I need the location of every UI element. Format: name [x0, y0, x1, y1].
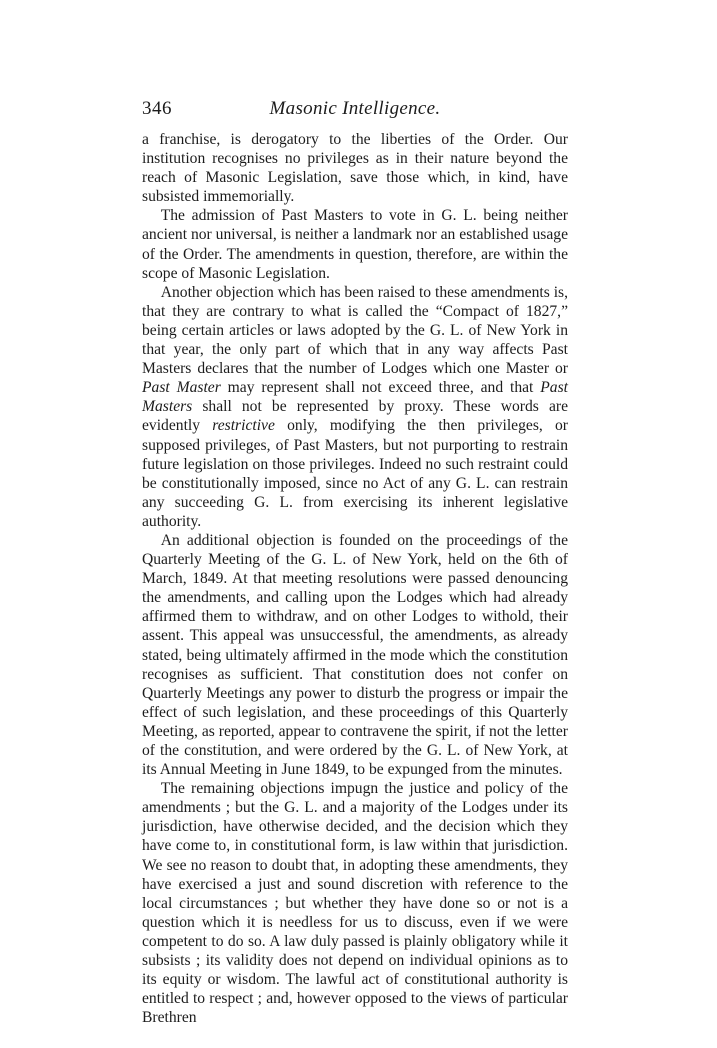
running-title: Masonic Intelligence.: [269, 98, 441, 119]
paragraph-text: The remaining objections impugn the justice and policy of the amendments ; but the G. L. and a majority of the Lodges under its jurisdiction, have otherwise decided, and the decision which they have come to, in constitutional form, is law within that jurisdiction. We see no reason to doubt that, in adopting these amendments, they have exercised a just and sound discretion with reference to the local circumstances ; but whether they have done so or not is a question which it is needless for us to discuss, even if we were competent to do so. A law duly passed is plainly obligatory while it subsists ; its validity does not depend on individual opinions as to its equity or wisdom. The lawful act of constitutional authority is entitled to respect ; and, however opposed to the views of particular Brethren: [142, 780, 568, 1027]
paragraph-text: An additional objection is founded on the proceedings of the Quarterly Meeting of the G. L. of New York, held on the 6th of March, 1849. At that meeting resolutions were passed denouncing the amendments, and calling upon the Lodges which had already affirmed them to withdraw, and on other Lodges to withold, their assent. This appeal was unsuccessful, the amendments, as already stated, being ultimately affirmed in the mode which the constitution recognises as sufficient. That constitution does not confer on Quarterly Meetings any power to disturb the progress or impair the effect of such legislation, and these proceedings of this Quarterly Meeting, as reported, appear to contravene the spirit, if not the letter of the constitution, and were ordered by the G. L. of New York, at its Annual Meeting in June 1849, to be expunged from the minutes.: [142, 531, 568, 779]
paragraph: [142, 779, 568, 1027]
paragraph-text: only, modifying the then privileges, or supposed privileges, of Past Masters, but not purporting to restrain future legislation on those privileges. Indeed no such restraint could be constitutionally imposed, since no Act of any G. L. can restrain any succeeding G. L. from exercising its inherent legislative authority.: [142, 417, 568, 530]
italic-text: restrictive: [212, 417, 275, 435]
paragraph-text: may represent shall not exceed three, and that: [220, 379, 541, 397]
italic-text: Past Masters: [142, 379, 568, 416]
page-number: 346: [142, 98, 172, 119]
paragraph: [142, 130, 568, 206]
paragraph: [142, 531, 568, 779]
paragraph-text: The admission of Past Masters to vote in G. L. being neither ancient nor universal, is neither a landmark nor an established usage of the Order. The amendments in question, therefore, are within the scope of Masonic Legislation.: [142, 207, 568, 282]
italic-text: Past Master: [142, 379, 221, 397]
paragraph-text: Another objection which has been raised to these amendments is, that they are contrary to what is called the “Compact of 1827,” being certain articles or laws adopted by the G. L. of New York in that year, the only part of which that in any way affects Past Masters declares that the number of Lodges which one Master or: [142, 283, 568, 378]
body-text: [142, 130, 568, 1027]
running-head: [142, 98, 568, 124]
paragraph: [142, 206, 568, 282]
paragraph-text: a franchise, is derogatory to the liberties of the Order. Our institution recognises no privileges as in their nature beyond the reach of Masonic Legislation, save those which, in kind, have subsisted immemorially.: [142, 131, 568, 206]
paragraph-text: shall not be represented by proxy. These words are evidently: [142, 398, 568, 435]
paragraph: [142, 283, 568, 531]
